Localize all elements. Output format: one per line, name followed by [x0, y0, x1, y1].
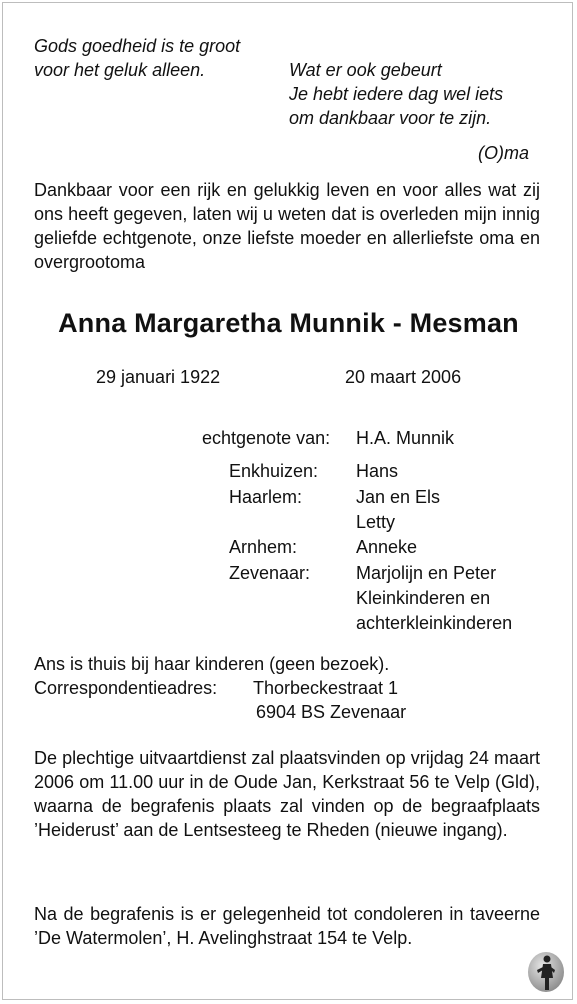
family-place: Zevenaar:: [229, 563, 311, 583]
home-note: Ans is thuis bij haar kinderen (geen bezoek).: [34, 654, 390, 674]
family-name: Marjolijn en Peter: [356, 563, 497, 583]
service-paragraph: De plechtige uitvaartdienst zal plaatsvinden op vrijdag 24 maart 2006 om 11.00 uur in de Oude Jan, Kerkstraat 56 te Velp (Gld), waarna de begrafenis plaats zal vinden op de begraafplaats ’Heiderust’ aan de Lentsesteeg te Rheden (nieuwe ingang).: [34, 748, 540, 840]
spouse-label: echtgenote van:: [202, 428, 331, 448]
family-place: Haarlem:: [229, 487, 303, 507]
family-name: Jan en Els: [356, 487, 441, 507]
spouse-name: H.A. Munnik: [356, 428, 455, 448]
family-place: Arnhem:: [229, 537, 298, 557]
memorial-figure-icon: [526, 950, 566, 994]
family-name: Hans: [356, 461, 399, 481]
poem-right-line-3: om dankbaar voor te zijn.: [289, 108, 492, 128]
intro-paragraph: Dankbaar voor een rijk en gelukkig leven en voor alles wat zij ons heeft gegeven, laten wij u weten dat is overleden mijn innig geliefde echtgenote, onze liefste moeder en allerliefste oma en overgrootoma: [34, 180, 540, 272]
deceased-name: Anna Margaretha Munnik - Mesman: [58, 308, 519, 338]
condolence-paragraph: Na de begrafenis is er gelegenheid tot condoleren in taveerne ’De Watermolen’, H. Avelinghstraat 154 te Velp.: [34, 904, 540, 948]
death-date: 20 maart 2006: [345, 367, 462, 387]
correspondence-label: Correspondentieadres:: [34, 678, 218, 698]
poem-right-line-2: Je hebt iedere dag wel iets: [289, 84, 504, 104]
birth-date: 29 januari 1922: [96, 367, 221, 387]
poem-right-line-1: Wat er ook gebeurt: [289, 60, 442, 80]
poem-left-line-1: Gods goedheid is te groot: [34, 36, 241, 56]
family-name: Letty: [356, 512, 396, 532]
poem-signature: (O)ma: [478, 143, 529, 163]
correspondence-city: 6904 BS Zevenaar: [256, 702, 407, 722]
family-place: Enkhuizen:: [229, 461, 319, 481]
poem-left-line-2: voor het geluk alleen.: [34, 60, 206, 80]
family-name: Kleinkinderen en: [356, 588, 491, 608]
family-name: Anneke: [356, 537, 418, 557]
family-name: achterkleinkinderen: [356, 613, 513, 633]
correspondence-street: Thorbeckestraat 1: [253, 678, 399, 698]
